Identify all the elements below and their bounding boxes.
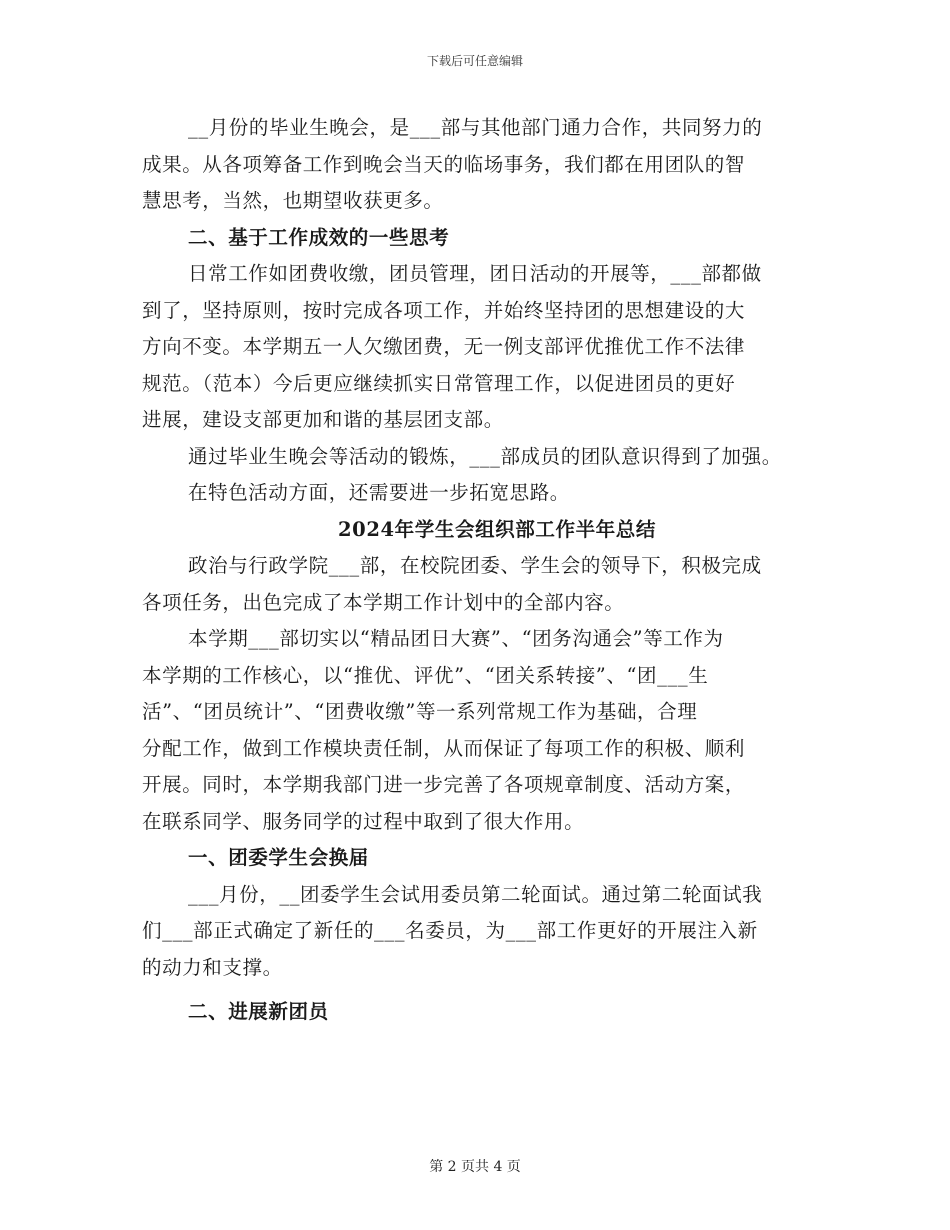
section-heading: 二、基于工作成效的一些思考 [188,225,450,249]
paragraph-line: 成果。从各项筹备工作到晚会当天的临场事务，我们都在用团队的智 [142,152,746,176]
paragraph-line: 日常工作如团费收缴，团员管理，团日活动的开展等，___部都做 [188,262,762,285]
paragraph-line: 在特色活动方面，还需要进一步拓宽思路。 [188,481,570,504]
paragraph-line: 活”、“团员统计”、“团费收缴”等一系列常规工作为基础，合理 [142,700,698,723]
paragraph-line: 本学期的工作核心，以“推优、评优”、“团关系转接”、“团___生 [142,663,709,687]
paragraph-line: 分配工作，做到工作模块责任制，从而保证了每项工作的积极、顺利 [142,736,746,760]
paragraph-line: 方向不变。本学期五一人欠缴团费，无一例支部评优推优工作不法律 [142,335,746,358]
paragraph-line: 在联系同学、服务同学的过程中取到了很大作用。 [142,809,585,833]
paragraph-line: 们___部正式确定了新任的___名委员，为___部工作更好的开展注入新 [142,919,758,942]
paragraph-line: 到了，坚持原则，按时完成各项工作，并始终坚持团的思想建设的大 [142,298,746,322]
paragraph-line: ___月份，__团委学生会试用委员第二轮面试。通过第二轮面试我 [188,882,763,906]
spacer [142,986,822,994]
document-body [142,110,822,1031]
paragraph-line: 进展，建设支部更加和谐的基层团支部。 [142,408,504,431]
paragraph-line: 本学期___部切实以“精品团日大赛”、“团务沟通会”等工作为 [188,627,724,650]
paragraph-line: 规范。（范本）今后更应继续抓实日常管理工作，以促进团员的更好 [142,371,736,395]
paragraph-line: 慧思考，当然，也期望收获更多。 [142,189,444,212]
paragraph-line: 的动力和支撑。 [142,955,283,979]
section-heading: 二、进展新团员 [188,1000,329,1023]
paragraph-line: 各项任务，出色完成了本学期工作计划中的全部内容。 [142,590,625,614]
paragraph-line: 开展。同时，本学期我部门进一步完善了各项规章制度、活动方案， [142,773,746,796]
page-footer: 第 2 页共 4 页 [429,1159,521,1175]
paragraph-line: 政治与行政学院___部，在校院团委、学生会的领导下，积极完成 [188,554,762,577]
section-heading: 一、团委学生会换届 [188,846,369,869]
document-title: 2024年学生会组织部工作半年总结 [338,517,656,541]
paragraph-line: 通过毕业生晚会等活动的锻炼，___部成员的团队意识得到了加强。 [188,444,782,468]
paragraph-line: __月份的毕业生晚会，是___部与其他部门通力合作，共同努力的 [188,116,763,139]
page-header: 下载后可任意编辑 [426,54,523,68]
